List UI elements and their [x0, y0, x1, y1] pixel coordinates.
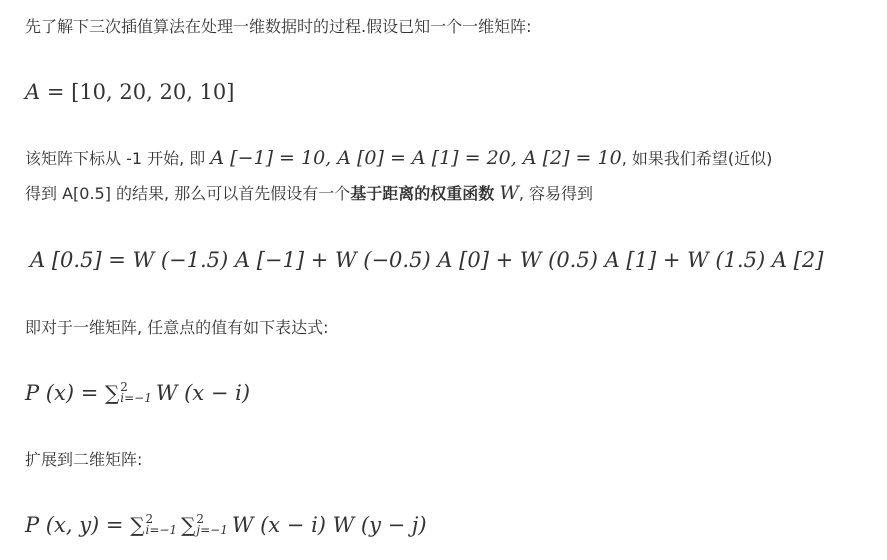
weight-function-symbol: W [499, 182, 519, 204]
intro-text: 先了解下三次插值算法在处理一维数据时的过程.假设已知一个一维矩阵: [25, 17, 532, 36]
sum-symbol-j: ∑ [181, 513, 196, 537]
matrix-equation-lhs: A [25, 80, 41, 104]
sum-i-lower: i=−1 [145, 522, 178, 537]
extend-text: 扩展到二维矩阵: [25, 450, 143, 469]
sum-symbol: ∑ [104, 381, 120, 405]
sum-limits-j [196, 511, 228, 537]
explain-line2-prefix: 得到 A[0.5] 的结果, 那么可以首先假设有一个 [25, 184, 351, 203]
general-text: 即对于一维矩阵, 任意点的值有如下表达式: [25, 318, 329, 337]
explain-line1-math: A [−1] = 10, A [0] = A [1] = 20, A [2] = 10 [210, 147, 622, 169]
sum-limits-i [145, 511, 178, 537]
matrix-equation [25, 76, 234, 108]
sum-symbol-i: ∑ [130, 513, 145, 537]
one-dim-lhs: P (x) = [25, 381, 105, 405]
explain-paragraph-line2 [25, 178, 593, 209]
matrix-equation-rhs: = [10, 20, 20, 10] [46, 80, 235, 104]
one-dim-body: W (x − i) [155, 381, 251, 405]
one-dim-equation [25, 377, 250, 409]
interpolation-equation [30, 244, 823, 276]
explain-line1-prefix: 该矩阵下标从 -1 开始, 即 [25, 149, 211, 168]
interpolation-equation-text: A [0.5] = W (−1.5) A [−1] + W (−0.5) A [0] + W (0.5) A [1] + W (1.5) A [2] [30, 248, 824, 272]
two-dim-body: W (x − i) W (y − j) [231, 513, 427, 537]
two-dim-equation [25, 509, 427, 541]
two-dim-lhs: P (x, y) = [25, 513, 131, 537]
sum-lower: i=−1 [120, 390, 152, 405]
extend-paragraph [25, 445, 142, 475]
general-paragraph [25, 313, 329, 343]
explain-paragraph-line1 [25, 143, 772, 174]
sum-upper: 2 [120, 379, 128, 394]
weight-function-term: 基于距离的权重函数 [350, 184, 495, 203]
sum-limits [120, 379, 152, 405]
sum-j-upper: 2 [196, 511, 204, 526]
intro-paragraph [25, 12, 531, 42]
explain-line2-suffix: , 容易得到 [518, 184, 594, 203]
sum-j-lower: j=−1 [196, 522, 228, 537]
sum-i-upper: 2 [145, 511, 154, 526]
explain-line1-suffix: , 如果我们希望(近似) [621, 149, 773, 168]
